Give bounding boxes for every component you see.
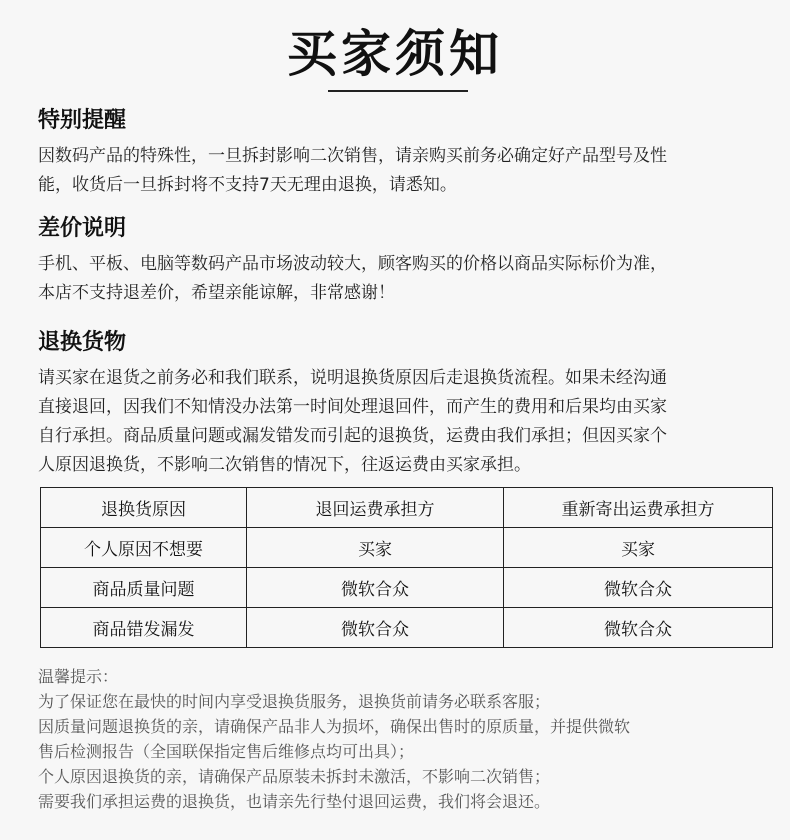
paragraph-line: 直接退回，因我们不知情没办法第一时间处理退回件，而产生的费用和后果均由买家 xyxy=(38,397,667,417)
table-cell: 商品质量问题 xyxy=(41,568,247,608)
section-special-reminder xyxy=(38,106,768,200)
page-title: 买家须知 xyxy=(287,25,503,83)
paragraph-line: 因数码产品的特殊性，一旦拆封影响二次销售，请亲购买前务必确定好产品型号及性 xyxy=(38,146,667,166)
table-header-row xyxy=(41,488,773,528)
section-paragraph xyxy=(38,364,768,480)
table-header-cell: 重新寄出运费承担方 xyxy=(504,488,773,528)
tips-line: 需要我们承担运费的退换货，也请亲先行垫付退回运费，我们将会退还。 xyxy=(38,792,551,811)
paragraph-line: 人原因退换货，不影响二次销售的情况下，往返运费由买家承担。 xyxy=(38,455,531,475)
tips-line: 个人原因退换货的亲，请确保产品原装未拆封未激活，不影响二次销售； xyxy=(38,767,551,786)
tips-line: 因质量问题退换货的亲，请确保产品非人为损坏，确保出售时的原质量，并提供微软 xyxy=(38,717,631,736)
table-cell: 微软合众 xyxy=(504,608,773,648)
table-cell: 商品错发漏发 xyxy=(41,608,247,648)
paragraph-line: 手机、平板、电脑等数码产品市场波动较大，顾客购买的价格以商品实际标价为准， xyxy=(38,254,667,274)
tips-label: 温馨提示： xyxy=(38,667,119,686)
section-heading: 特别提醒 xyxy=(38,108,127,133)
table-cell: 买家 xyxy=(504,528,773,568)
title-underline xyxy=(328,90,468,92)
table-header-cell: 退换货原因 xyxy=(41,488,247,528)
section-paragraph xyxy=(38,142,768,200)
tips-line: 为了保证您在最快的时间内享受退换货服务，退换货前请务必联系客服； xyxy=(38,692,551,711)
table-cell: 微软合众 xyxy=(247,608,504,648)
paragraph-line: 能，收货后一旦拆封将不支持7天无理由退换，请悉知。 xyxy=(38,175,457,195)
table-cell: 个人原因不想要 xyxy=(41,528,247,568)
section-paragraph xyxy=(38,250,768,308)
table-row xyxy=(41,528,773,568)
section-price-difference xyxy=(38,214,768,308)
section-heading: 差价说明 xyxy=(38,216,127,241)
paragraph-line: 自行承担。商品质量问题或漏发错发而引起的退换货，运费由我们承担；但因买家个 xyxy=(38,426,667,446)
section-heading: 退换货物 xyxy=(38,330,127,355)
table-cell: 买家 xyxy=(247,528,504,568)
table-cell: 微软合众 xyxy=(247,568,504,608)
table-row xyxy=(41,608,773,648)
tips-line: 售后检测报告（全国联保指定售后维修点均可出具）； xyxy=(38,742,415,761)
table-header-cell: 退回运费承担方 xyxy=(247,488,504,528)
paragraph-line: 请买家在退货之前务必和我们联系，说明退换货原因后走退换货流程。如果未经沟通 xyxy=(38,368,667,388)
table-row xyxy=(41,568,773,608)
paragraph-line: 本店不支持退差价，希望亲能谅解，非常感谢！ xyxy=(38,283,395,303)
section-returns xyxy=(38,328,768,480)
shipping-cost-table xyxy=(40,487,773,648)
warm-tips xyxy=(38,664,778,814)
table-cell: 微软合众 xyxy=(504,568,773,608)
